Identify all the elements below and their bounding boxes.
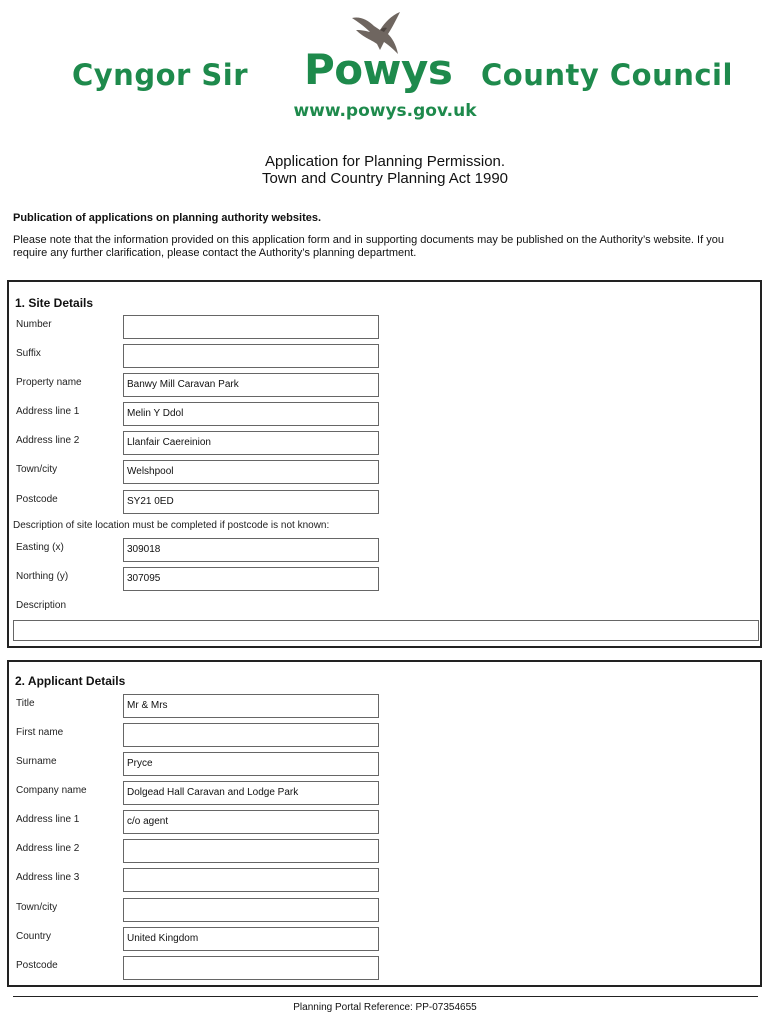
publication-note: Please note that the information provided on this application form and in supporting documents may be published on the Authority’s website. If you require any further clarification, please contact the Authority’s planning department. xyxy=(13,234,724,259)
town-city-field[interactable] xyxy=(123,898,379,922)
address-line3-field[interactable] xyxy=(123,868,379,892)
field-label: Postcode xyxy=(16,960,58,971)
field-label: Postcode xyxy=(16,494,58,505)
postcode-field[interactable]: SY21 0ED xyxy=(123,490,379,514)
location-note: Description of site location must be completed if postcode is not known: xyxy=(13,520,330,531)
field-label: Suffix xyxy=(16,348,41,359)
form-title-line2: Town and Country Planning Act 1990 xyxy=(262,170,508,187)
description-field[interactable] xyxy=(13,620,759,641)
council-name-welsh: Cyngor Sir xyxy=(72,58,249,92)
property-name-field[interactable]: Banwy Mill Caravan Park xyxy=(123,373,379,397)
field-label: Description xyxy=(16,600,67,611)
surname-field[interactable]: Pryce xyxy=(123,752,379,776)
website-link[interactable]: www.powys.gov.uk xyxy=(293,101,477,121)
first-name-field[interactable] xyxy=(123,723,379,747)
northing-field[interactable]: 307095 xyxy=(123,567,379,591)
easting-field[interactable]: 309018 xyxy=(123,538,379,562)
address-line1-field[interactable]: c/o agent xyxy=(123,810,379,834)
section-title: 1. Site Details xyxy=(15,296,94,310)
field-label: Surname xyxy=(16,756,57,767)
town-city-field[interactable]: Welshpool xyxy=(123,460,379,484)
field-label: Address line 2 xyxy=(16,435,80,446)
field-label: Country xyxy=(16,931,52,942)
site-details-section xyxy=(7,280,762,648)
form-title-line1: Application for Planning Permission. xyxy=(264,153,506,170)
portal-reference: Planning Portal Reference: PP-07354655 xyxy=(293,1002,477,1013)
council-name-english: County Council xyxy=(481,58,733,92)
section-title: 2. Applicant Details xyxy=(15,674,126,688)
applicant-details-section xyxy=(7,660,762,987)
field-label: Number xyxy=(16,319,52,330)
publication-heading: Publication of applications on planning authority websites. xyxy=(13,212,322,224)
field-label: Town/city xyxy=(16,464,58,475)
field-label: First name xyxy=(16,727,64,738)
company-name-field[interactable]: Dolgead Hall Caravan and Lodge Park xyxy=(123,781,379,805)
footer-divider xyxy=(13,996,758,997)
country-field[interactable]: United Kingdom xyxy=(123,927,379,951)
field-label: Company name xyxy=(16,785,87,796)
field-label: Property name xyxy=(16,377,82,388)
field-label: Town/city xyxy=(16,902,58,913)
postcode-field[interactable] xyxy=(123,956,379,980)
field-label: Address line 1 xyxy=(16,814,80,825)
field-label: Address line 3 xyxy=(16,872,80,883)
powys-logo-text: Powys xyxy=(304,45,453,94)
address-line1-field[interactable]: Melin Y Ddol xyxy=(123,402,379,426)
number-field[interactable] xyxy=(123,315,379,339)
field-label: Address line 1 xyxy=(16,406,80,417)
suffix-field[interactable] xyxy=(123,344,379,368)
field-label: Easting (x) xyxy=(16,542,64,553)
address-line2-field[interactable]: Llanfair Caereinion xyxy=(123,431,379,455)
address-line2-field[interactable] xyxy=(123,839,379,863)
title-field[interactable]: Mr & Mrs xyxy=(123,694,379,718)
field-label: Title xyxy=(16,698,35,709)
field-label: Address line 2 xyxy=(16,843,80,854)
field-label: Northing (y) xyxy=(16,571,69,582)
